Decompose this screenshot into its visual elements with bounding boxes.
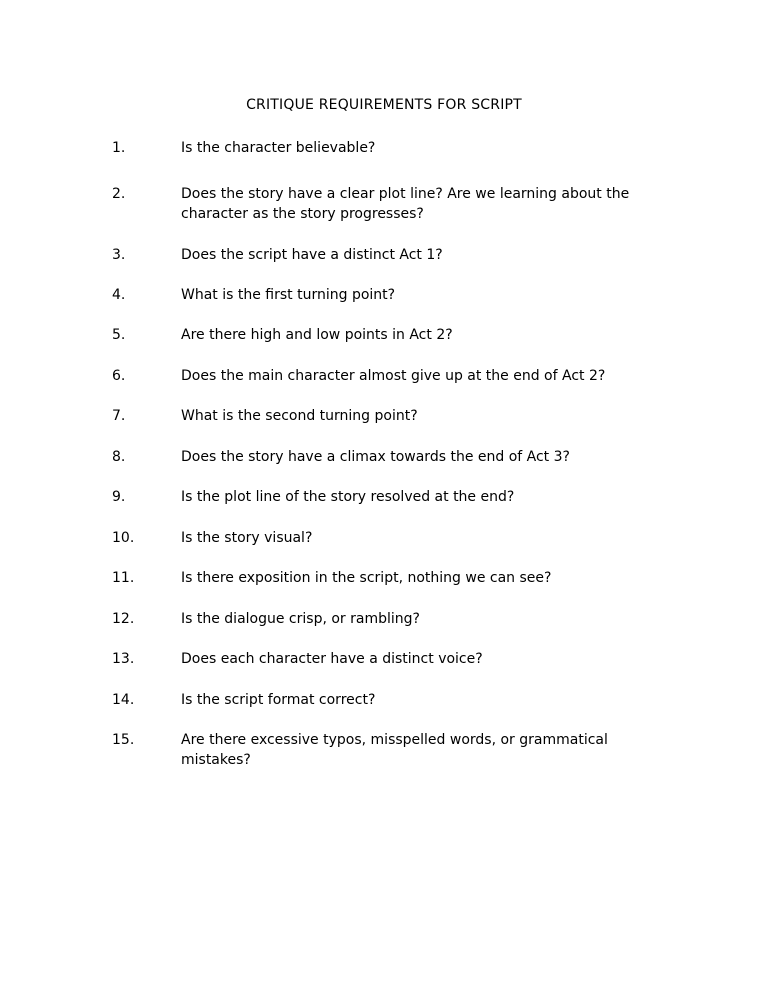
- item-text: Does the main character almost give up at the end of Act 2?: [181, 368, 606, 384]
- item-number: 11.: [112, 570, 135, 586]
- document-title: CRITIQUE REQUIREMENTS FOR SCRIPT: [246, 97, 522, 113]
- item-number: 3.: [112, 247, 126, 263]
- list-item-9: [112, 487, 652, 507]
- list-item-8: [112, 447, 652, 467]
- list-item-6: [112, 366, 652, 386]
- item-text: Are there excessive typos, misspelled words, or grammatical mistakes?: [181, 732, 608, 768]
- list-item-13: [112, 649, 652, 669]
- item-text: Is the plot line of the story resolved at the end?: [181, 489, 515, 505]
- list-item-3: [112, 245, 652, 265]
- item-number: 4.: [112, 287, 126, 303]
- item-text: What is the first turning point?: [181, 287, 396, 303]
- item-number: 1.: [112, 140, 126, 156]
- item-text: Is the dialogue crisp, or rambling?: [181, 611, 420, 627]
- item-text: Is the story visual?: [181, 530, 313, 546]
- list-item-1: [112, 138, 652, 158]
- item-text: Does the story have a climax towards the end of Act 3?: [181, 449, 570, 465]
- list-item-15: [112, 730, 652, 770]
- item-number: 12.: [112, 611, 135, 627]
- item-text: Is the character believable?: [181, 140, 376, 156]
- item-number: 5.: [112, 327, 126, 343]
- item-text: Are there high and low points in Act 2?: [181, 327, 453, 343]
- item-text: Is the script format correct?: [181, 692, 376, 708]
- item-number: 7.: [112, 408, 126, 424]
- list-item-4: [112, 285, 652, 305]
- list-item-2: [112, 184, 652, 224]
- item-number: 8.: [112, 449, 126, 465]
- list-item-5: [112, 325, 652, 345]
- item-number: 15.: [112, 732, 135, 748]
- item-text: Does each character have a distinct voice?: [181, 651, 483, 667]
- list-item-12: [112, 609, 652, 629]
- item-text: Does the story have a clear plot line? Are we learning about the character as the story progresses?: [181, 186, 630, 222]
- list-item-11: [112, 568, 652, 588]
- item-number: 14.: [112, 692, 135, 708]
- item-text: Is there exposition in the script, nothing we can see?: [181, 570, 552, 586]
- item-number: 10.: [112, 530, 135, 546]
- list-item-7: [112, 406, 652, 426]
- item-text: What is the second turning point?: [181, 408, 418, 424]
- item-number: 6.: [112, 368, 126, 384]
- item-number: 9.: [112, 489, 126, 505]
- item-number: 13.: [112, 651, 135, 667]
- list-item-10: [112, 528, 652, 548]
- item-text: Does the script have a distinct Act 1?: [181, 247, 443, 263]
- list-item-14: [112, 690, 652, 710]
- item-number: 2.: [112, 186, 126, 202]
